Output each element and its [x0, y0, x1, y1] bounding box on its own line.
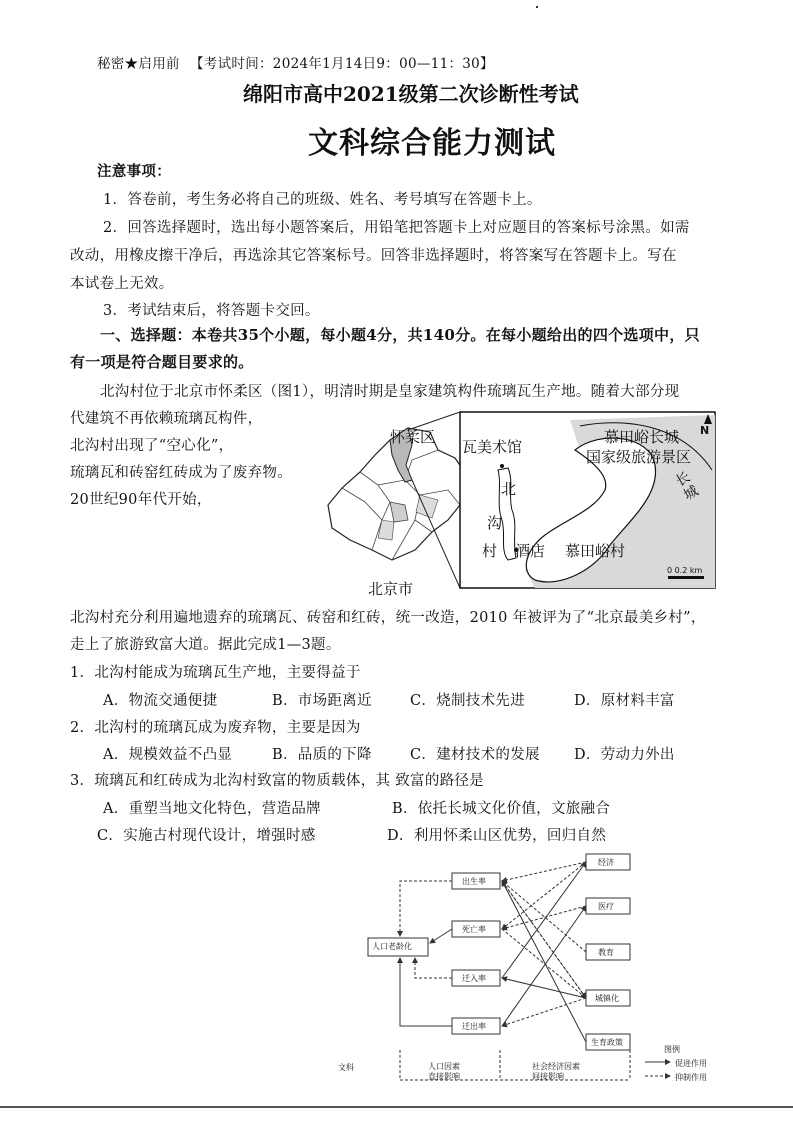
option: A．重塑当地文化特色，营造品牌	[103, 801, 321, 817]
page-title: 文科综合能力测试	[308, 126, 556, 161]
notice-item: 改动，用橡皮擦干净后，再选涂其它答案标号。回答非选择题时，将答案写在答题卡上。写在	[70, 248, 677, 264]
passage-line: 代建筑不再依赖琉璃瓦构件，	[70, 411, 263, 427]
exam-time: 【考试时间：2024年1月14日9：00—11：30】	[190, 56, 494, 72]
diagram-socio: 经济	[598, 858, 614, 867]
exam-name: 绵阳市高中2021级第二次诊断性考试	[243, 82, 579, 106]
notice-item: 2．回答选择题时，选出每小题答案后，用铅笔把答题卡上对应题目的答案标号涂黑。如需	[103, 220, 690, 236]
diagram-socio: 城镇化	[595, 994, 619, 1003]
top-dot	[536, 6, 538, 8]
diagram-socio: 医疗	[598, 902, 614, 911]
diagram-factor: 迁出率	[462, 1022, 486, 1031]
option: C．烧制技术先进	[410, 693, 525, 709]
option: B．市场距离近	[272, 693, 372, 709]
diagram-socio: 生育政策	[591, 1038, 623, 1047]
option: D．利用怀柔山区优势，回归自然	[387, 828, 607, 844]
map-label-huairou: 怀柔区	[390, 428, 436, 446]
notice-item: 本试卷上无效。	[70, 276, 174, 292]
passage-line: 琉璃瓦和砖窑红砖成为了废弃物。	[70, 465, 292, 481]
passage-line: 北沟村出现了“空心化”，	[70, 438, 234, 454]
map-label-scale: 0 0.2 km	[667, 566, 703, 575]
passage-line: 北沟村位于北京市怀柔区（图1），明清时期是皇家建筑构件琉璃瓦生产地。随着大部分现	[100, 384, 680, 400]
map-label-changcheng-1: 长城	[673, 469, 702, 504]
map-label-great-wall: 慕田峪长城	[604, 428, 680, 446]
option: A．物流交通便捷	[103, 693, 218, 709]
diagram-footer-direct: 人口因素 直接影响	[428, 1062, 460, 1081]
section-heading: 一、选择题：本卷共35个小题，每小题4分，共140分。在每小题给出的四个选项中，只	[100, 326, 700, 344]
question-stem: 1．北沟村能成为琉璃瓦生产地，主要得益于	[70, 665, 361, 681]
diagram-footer-left: 文科	[338, 1063, 354, 1072]
option: C．实施古村现代设计，增强时感	[97, 828, 316, 844]
option: B．品质的下降	[272, 747, 372, 763]
map-label-scenic: 国家级旅游景区	[586, 448, 692, 466]
map-label-wamei: 瓦美术馆	[462, 438, 523, 456]
option: A．规模效益不凸显	[103, 747, 233, 763]
passage-line: 20世纪90年代开始，	[70, 492, 212, 508]
legend-title: 图例	[664, 1045, 680, 1054]
option: D．劳动力外出	[574, 747, 675, 763]
diagram-factor: 死亡率	[462, 925, 486, 934]
map-label-north: N	[700, 424, 710, 437]
diagram-center: 人口老龄化	[372, 942, 412, 951]
option: B．依托长城文化价值，文旅融合	[392, 801, 611, 817]
option: D．原材料丰富	[574, 693, 675, 709]
passage-line: 北沟村充分利用遍地遗弃的琉璃瓦、砖窑和红砖，统一改造，2010 年被评为了“北京最美乡村”，	[70, 610, 706, 626]
notice-item: 1．答卷前，考生务必将自己的班级、姓名、考号填写在答题卡上。	[103, 192, 542, 208]
secret-label: 秘密★启用前	[97, 56, 180, 72]
legend-promote: 促进作用	[675, 1059, 707, 1068]
question-stem: 2．北沟村的琉璃瓦成为废弃物，主要是因为	[70, 720, 361, 736]
notice-item: 3．考试结束后，将答题卡交回。	[103, 303, 320, 319]
option: C．建材技术的发展	[410, 747, 540, 763]
legend-inhibit: 抑制作用	[675, 1073, 707, 1082]
passage-line: 走上了旅游致富大道。据此完成1—3题。	[70, 637, 341, 653]
map-label-mutianyu-village: 慕田峪村	[565, 542, 626, 560]
map-label-beijing: 北京市	[368, 580, 414, 598]
map-label-gou: 沟	[487, 514, 503, 532]
diagram-footer-indirect: 社会经济因素 间接影响	[532, 1062, 580, 1081]
map-label-hotel: 酒店	[515, 542, 546, 560]
map-label-cun: 村	[482, 542, 498, 560]
question-stem: 3．琉璃瓦和红砖成为北沟村致富的物质载体，其 致富的路径是	[70, 773, 485, 789]
notice-heading: 注意事项：	[97, 163, 171, 180]
diagram-factor: 迁入率	[462, 974, 486, 983]
map-label-bei: 北	[501, 480, 517, 498]
page-bottom-rule	[0, 1106, 793, 1108]
diagram-socio: 教育	[598, 948, 614, 957]
section-heading-2: 有一项是符合题目要求的。	[70, 353, 254, 371]
diagram-factor: 出生率	[462, 877, 486, 886]
